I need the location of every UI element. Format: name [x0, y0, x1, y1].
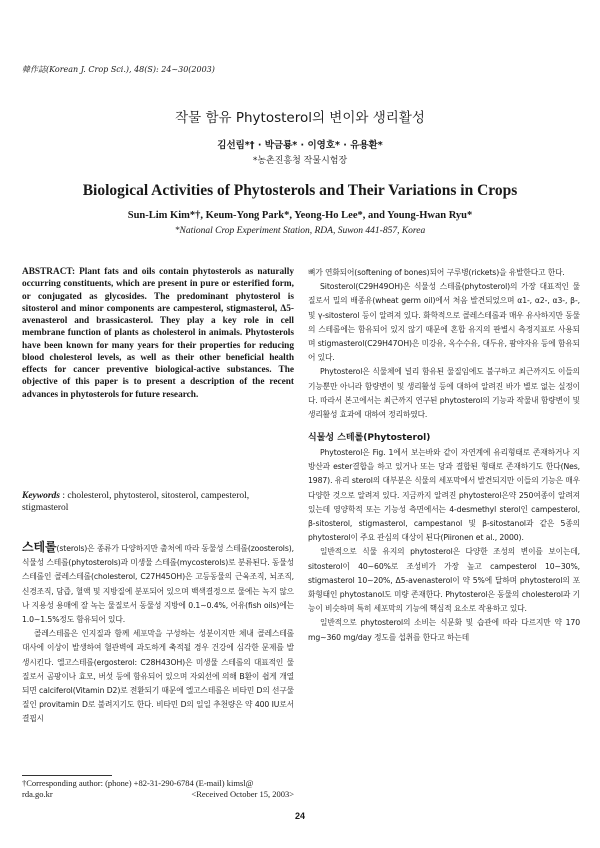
left-body-text — [22, 540, 294, 727]
left-paragraph-1: 스테롤(sterols)은 종류가 다양하지만 출처에 따라 동물성 스테롤(zoosterols), 식물성 스테롤(phytosterols)과 미생물 스테롤(mycosterols)로 분류된다. 동물성 스테롤인 콜레스테롤(cholesterol, C27H45OH)은 고등동물의 근육조직, 뇌조직, 신경조직, 담즙, 혈액 및 지방질에 분포되어 있으며 백색결정으로 물에는 녹지 않으나 지용성 용매에 잘 녹는 물질로서 동물성 지방에 0.1~0.4%, 어유(fish oils)에는 1.0~1.5%정도 함유되어 있다. — [22, 540, 294, 625]
affiliation-english: *National Crop Experiment Station, RDA, Suwon 441-857, Korea — [174, 226, 426, 236]
right-body-bottom — [308, 446, 580, 645]
section-heading: 식물성 스테롤(Phytosterol) — [308, 433, 431, 443]
title-korean: 작물 함유 Phytosterol의 변이와 생리활성 — [175, 110, 425, 126]
keywords-label: Keywords — [22, 491, 60, 501]
footnote-line-2 — [22, 789, 294, 800]
keywords-text: : cholesterol, phytosterol, sitosterol, campesterol, stigmasterol — [22, 491, 250, 513]
footnote-line-1: †Corresponding author: (phone) +82-31-290-6784 (E-mail) kimsl@ — [22, 778, 254, 788]
right-paragraph-6: 일반적으로 phytosterol의 소비는 식문화 및 습관에 따라 다르지만 약 170 mg~360 mg/day 정도를 섭취를 한다고 하는데 — [308, 618, 580, 642]
journal-citation: 韓作誌(Korean J. Crop Sci.), 48(S): 24~30(2003) — [22, 65, 215, 74]
right-body-top — [308, 266, 580, 422]
authors-english: Sun-Lim Kim*†, Keum-Yong Park*, Yeong-Ho Lee*, and Young-Hwan Ryu* — [127, 210, 473, 221]
footnote-email-tail: rda.go.kr — [22, 789, 53, 799]
lead-word: 스테롤 — [22, 540, 57, 554]
received-date: <Received October 15, 2003> — [191, 789, 294, 799]
right-paragraph-1: 뼈가 연화되어(softening of bones)되어 구루병(rickets)을 유발한다고 한다. — [308, 268, 565, 277]
right-paragraph-3: Phytosterol은 식물체에 널리 함유된 물질임에도 불구하고 최근까지도 이들의 기능뿐만 아니라 함량변이 및 생리활성 등에 대하여 알려진 바가 별로 없는 실정이다. 따라서 본고에서는 최근까지 연구된 phytosterol의 기능과 작물내 함량변이 및 생리활성 효과에 대하여 정리하였다. — [308, 367, 580, 420]
authors-korean: 김선림*† · 박금룡* · 이영호* · 유용환* — [217, 140, 383, 151]
right-paragraph-2: Sitosterol(C29H49OH)은 식물성 스테롤(phytosterol)의 가장 대표적인 물질로서 밀의 배종유(wheat germ oil)에서 처음 발견되었으며 α1-, α2-, α3-, β-, 및 γ-sitosterol 등이 알려져 있다. 화학적으로 콜레스테롤과 매우 유사하지만 동물의 스테롤에는 함유되어 있지 않기 때문에 혼합 유지의 판별시 측정지표로 사용되며 stigmasterol(C29H47OH)은 미강유, 옥수수유, 대두유, 팜야자유 등에 함유되어 있다. — [308, 282, 580, 363]
footnote-divider — [22, 775, 112, 776]
right-paragraph-5: 일반적으로 식물 유지의 phytosterol은 다양한 조성의 변이를 보이는데, sitosterol이 40~60%로 조성비가 가장 높고 campesterol 10~30%, stigmasterol 10~20%, Δ5-avenasterol이 약 5%에 달하며 phytosterol의 포화형태인 phytostanol도 미량 존재한다. Phytosterol은 동물의 cholesterol과 기능이 비슷하며 특히 세포막의 기능에 핵심적 요소로 작용하고 있다. — [308, 547, 580, 614]
page-number: 24 — [294, 811, 305, 821]
keywords — [22, 490, 294, 514]
abstract-label: ABSTRACT: — [22, 267, 76, 277]
abstract — [22, 266, 294, 401]
footnote — [22, 778, 294, 800]
abstract-text: Plant fats and oils contain phytosterols as naturally occurring constituents, which are present in pure or esterified form, or conjugated as glycosides. The predominant phytosterol is sitosterol and minor components are campesterol, stigmasterol, Δ5-avenasterol and brassicasterol. They play a key role in cell membrane function of plants as cholesterol in animals. Phytosterols have been known for many years for their properties for reducing blood cholesterol levels, as well as their other beneficial health effects for cancer preventive biological-active substances. The objective of this paper is to present a description of the recent advances in phytosterols for future research. — [22, 267, 294, 400]
left-paragraph-2: 콜레스테롤은 인지질과 함께 세포막을 구성하는 성분이지만 체내 콜레스테롤 대사에 이상이 발생하여 혈관벽에 과도하게 축적될 경우 건강에 심각한 문제를 발생시킨다. 엘고스테롤(ergosterol: C28H43OH)은 미생물 스테롤의 대표적인 물질로서 곰팡이나 효모, 버섯 등에 함유되어 있으며 자외선에 의해 B환이 쉽게 개열되면 calciferol(Vitamin D2)로 전환되기 때문에 엘고스테롤은 비타민 D의 선구물질인 provitamin D로 불려지기도 한다. 비타민 D의 일일 추천량은 약 400 IU로서 결핍시 — [22, 629, 294, 724]
title-english: Biological Activities of Phytosterols and Their Variations in Crops — [82, 182, 518, 199]
right-paragraph-4: Phytosterol은 Fig. 1에서 보는바와 같이 자연계에 유리형태로 존재하거나 지방산과 ester결합을 하고 있거나 또는 당과 결합된 형태로 존재하기도 한다(Nes, 1987). 유리 sterol의 대부분은 식물의 세포막에서 발견되지만 이들의 기능은 매우 다양한 것으로 알려져 있다. 지금까지 알려진 phytosterol은약 250여종이 알려져 있는데 영양학적 또는 기능성 측면에서는 4-desmethyl sterol인 campesterol, β-sitosterol, stigmasterol, campestanol 및 β-sitostanol과 같은 5종의 phytosterol이 주요 관심의 대상이 된다(Piironen et al., 2000). — [308, 448, 580, 543]
affiliation-korean: *농촌진흥청 작물시험장 — [252, 156, 348, 166]
